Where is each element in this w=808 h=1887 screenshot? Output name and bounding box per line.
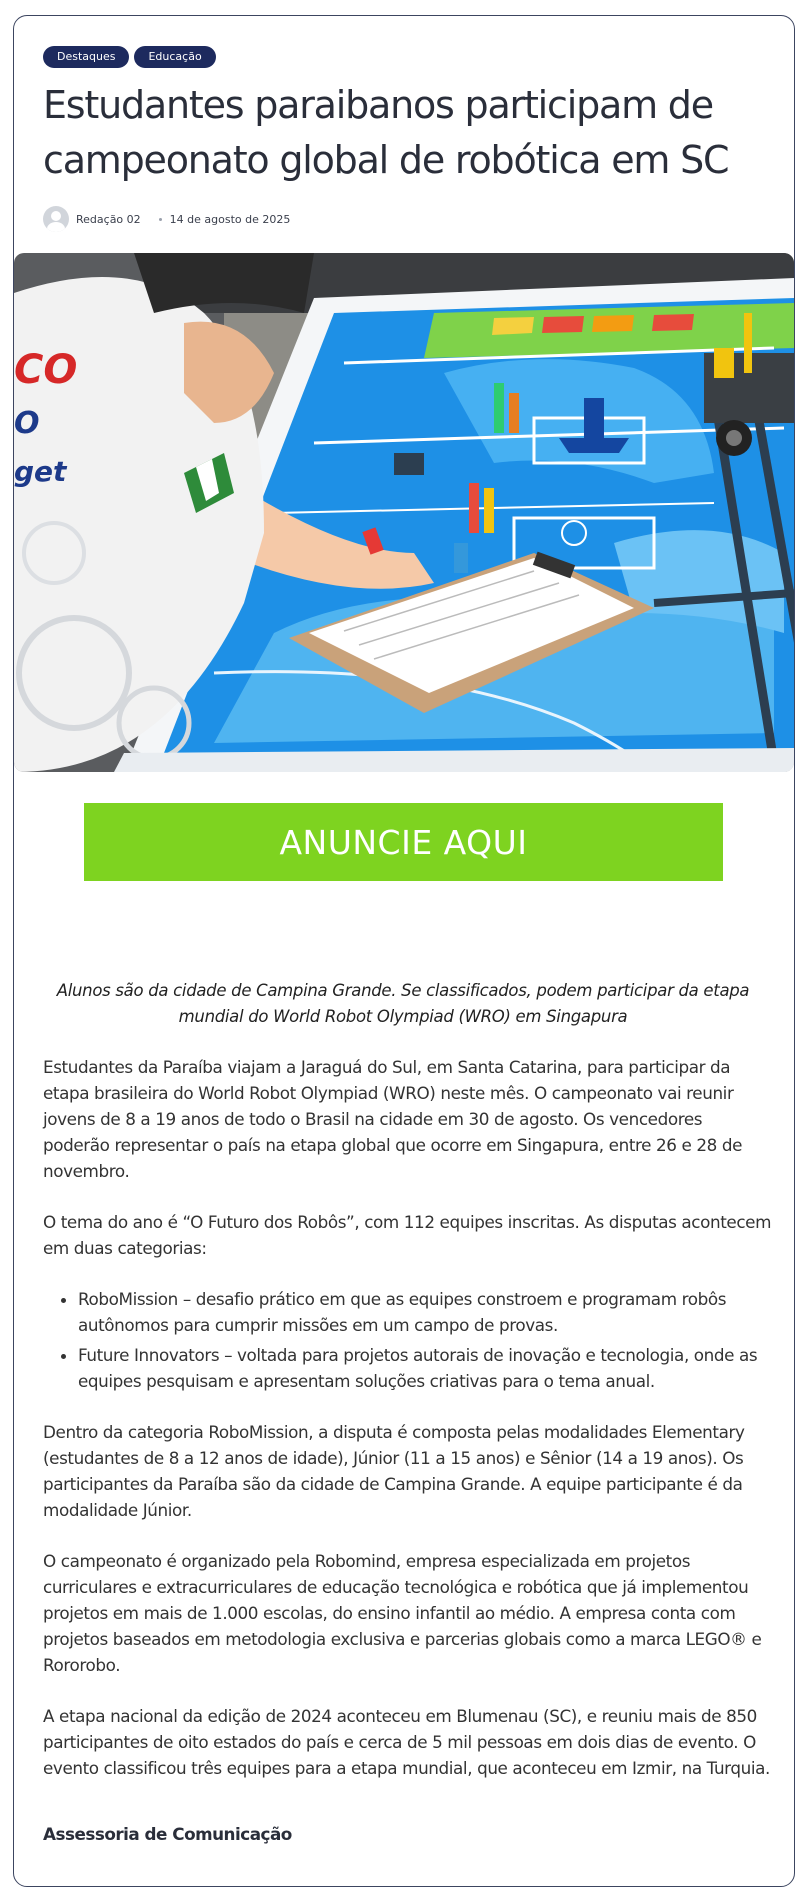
tag-educacao[interactable]: Educação	[134, 46, 215, 68]
author-name[interactable]: Redação 02	[76, 212, 141, 226]
article-title: Estudantes paraibanos participam de campeonato global de robótica em SC	[43, 83, 729, 182]
paragraph: A etapa nacional da edição de 2024 aconteceu em Blumenau (SC), e reuniu mais de 850 participantes de oito estados do país e cerca de 5 mil pessoas em dois dias de evento. O evento classificou três equipes para a etapa mundial, que aconteceu em Izmir, na Turquia.	[43, 1706, 770, 1778]
paragraph: Estudantes da Paraíba viajam a Jaraguá do Sul, em Santa Catarina, para participar da etapa brasileira do World Robot Olympiad (WRO) neste mês. O campeonato vai reunir jovens de 8 a 19 anos de todo o Brasil na cidade em 30 de agosto. Os vencedores poderão representar o país na etapa global que ocorre em Singapura, entre 26 e 28 de novembro.	[43, 1057, 743, 1181]
list-item: • Future Innovators – voltada para projetos autorais de inovação e tecnologia, onde as equipes pesquisam e apresentam soluções criativas para o tema anual.	[78, 1342, 773, 1394]
paragraph: O campeonato é organizado pela Robomind, empresa especializada em projetos curriculares e extracurriculares de educação tecnológica e robótica que já implementou projetos em mais de 1.000 escolas, do ensino infantil ao médio. A empresa conta com projetos baseados em metodologia exclusiva e parcerias globais como a marca LEGO® e Rororobo.	[43, 1551, 762, 1675]
publish-date: 14 de agosto de 2025	[169, 212, 291, 226]
article-body	[43, 1054, 773, 1806]
paragraph: Dentro da categoria RoboMission, a disputa é composta pelas modalidades Elementary (estudantes de 8 a 12 anos de idade), Júnior (11 a 15 anos) e Sênior (14 a 19 anos). Os participantes da Paraíba são da cidade de Campina Grande. A equipe participante é da modalidade Júnior.	[43, 1422, 745, 1520]
category-list	[43, 1286, 773, 1394]
list-item: • RoboMission – desafio prático em que as equipes constroem e programam robôs autônomos para cumprir missões em um campo de provas.	[78, 1286, 773, 1338]
paragraph: O tema do ano é “O Futuro dos Robôs”, com 112 equipes inscritas. As disputas acontecem em duas categorias:	[43, 1212, 772, 1258]
press-credit: Assessoria de Comunicação	[43, 1824, 292, 1844]
article-card	[13, 15, 795, 1887]
shirt-text-co: CO	[14, 347, 78, 393]
shirt-text-o: O	[14, 406, 40, 441]
author-avatar[interactable]	[43, 206, 69, 232]
shirt-text-get: get	[14, 455, 67, 488]
meta-separator	[159, 218, 162, 221]
article-meta	[43, 206, 290, 232]
hero-image	[14, 253, 794, 772]
ad-banner[interactable]: ANUNCIE AQUI	[84, 803, 723, 881]
article-lede: Alunos são da cidade de Campina Grande. Se classificados, podem participar da etapa mundial do World Robot Olympiad (WRO) em Singapura	[56, 981, 750, 1026]
category-tags	[43, 46, 216, 68]
tag-destaques[interactable]: Destaques	[43, 46, 129, 68]
